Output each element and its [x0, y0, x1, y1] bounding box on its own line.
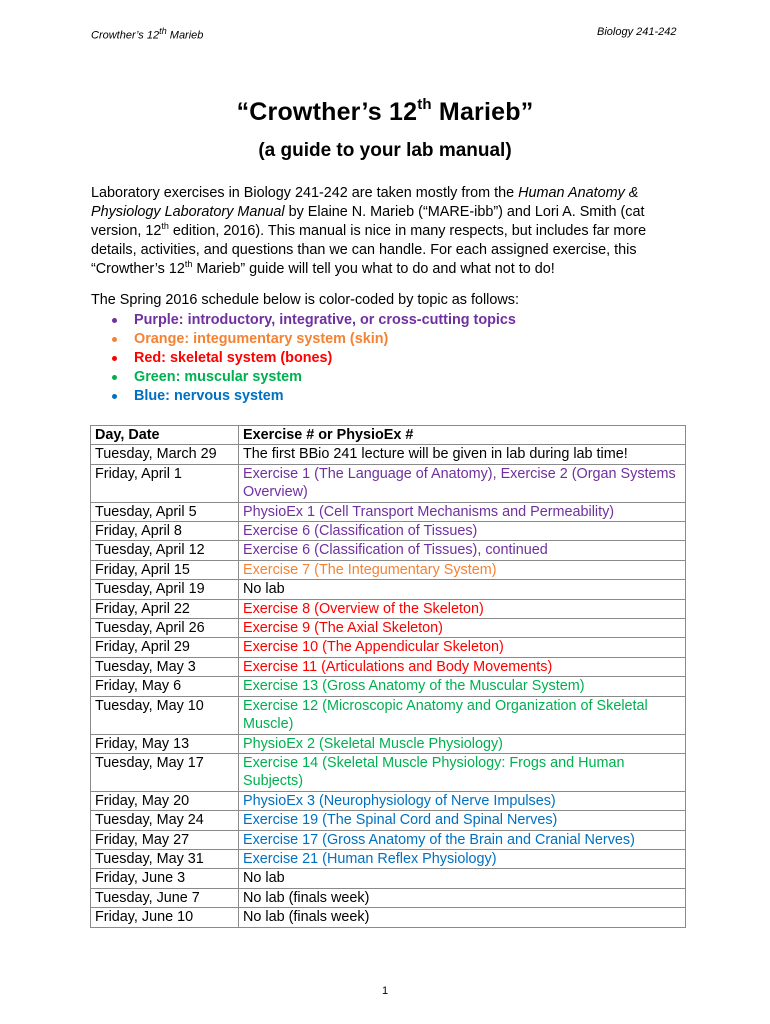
title-sup: th: [417, 96, 432, 113]
legend-item: [108, 330, 516, 349]
bullet-icon: [112, 356, 117, 361]
exercise-cell: No lab (finals week): [239, 888, 686, 907]
exercise-cell: The first BBio 241 lecture will be given in lab during lab time!: [239, 445, 686, 464]
page-title: [0, 98, 770, 127]
intro-text-1: Laboratory exercises in Biology 241-242 are taken mostly from the: [91, 185, 519, 201]
bullet-icon: [112, 394, 117, 399]
date-cell: Friday, April 1: [91, 464, 239, 502]
table-header-row: [91, 426, 686, 445]
table-row: [91, 638, 686, 657]
exercise-cell: Exercise 13 (Gross Anatomy of the Muscular System): [239, 677, 686, 696]
column-header-exercise: Exercise # or PhysioEx #: [239, 426, 686, 445]
exercise-cell: Exercise 17 (Gross Anatomy of the Brain and Cranial Nerves): [239, 830, 686, 849]
header-left-text-end: Marieb: [166, 29, 204, 42]
date-cell: Tuesday, May 24: [91, 811, 239, 830]
table-row: [91, 580, 686, 599]
page-subtitle: (a guide to your lab manual): [258, 140, 512, 161]
exercise-cell: Exercise 1 (The Language of Anatomy), Exercise 2 (Organ Systems Overview): [239, 464, 686, 502]
table-row: [91, 753, 686, 791]
table-row: [91, 464, 686, 502]
schedule-intro: The Spring 2016 schedule below is color-coded by topic as follows:: [91, 292, 519, 308]
exercise-cell: PhysioEx 2 (Skeletal Muscle Physiology): [239, 734, 686, 753]
exercise-cell: Exercise 6 (Classification of Tissues), continued: [239, 541, 686, 560]
date-cell: Friday, April 15: [91, 560, 239, 579]
date-cell: Tuesday, May 3: [91, 657, 239, 676]
header-left-sup: th: [159, 26, 167, 36]
legend-label: Orange: integumentary system (skin): [134, 331, 389, 347]
color-legend: [108, 311, 516, 406]
table-row: [91, 541, 686, 560]
bullet-icon: [112, 337, 117, 342]
exercise-cell: No lab (finals week): [239, 908, 686, 927]
exercise-cell: PhysioEx 1 (Cell Transport Mechanisms and Permeability): [239, 502, 686, 521]
table-row: [91, 908, 686, 927]
date-cell: Friday, May 13: [91, 734, 239, 753]
intro-text-3: edition, 2016). This manual is nice in many respects, but includes far more details, activities, and questions than we can handle. For each assigned exercise, this “Crowther’s 12: [91, 223, 647, 277]
date-cell: Friday, May 27: [91, 830, 239, 849]
table-row: [91, 696, 686, 734]
intro-text-2: by Elaine N. Marieb (“MARE-ibb”) and Lori A. Smith (cat version, 12: [91, 204, 645, 239]
date-cell: Tuesday, June 7: [91, 888, 239, 907]
date-cell: Friday, April 22: [91, 599, 239, 618]
date-cell: Tuesday, April 12: [91, 541, 239, 560]
exercise-cell: Exercise 19 (The Spinal Cord and Spinal Nerves): [239, 811, 686, 830]
table-row: [91, 849, 686, 868]
table-row: [91, 734, 686, 753]
column-header-date: Day, Date: [91, 426, 239, 445]
exercise-cell: PhysioEx 3 (Neurophysiology of Nerve Impulses): [239, 791, 686, 810]
date-cell: Tuesday, May 17: [91, 753, 239, 791]
title-text: “Crowther’s 12: [236, 98, 418, 126]
table-row: [91, 599, 686, 618]
intro-paragraph: [91, 184, 686, 279]
page-number: 1: [381, 985, 389, 997]
legend-label: Green: muscular system: [134, 369, 302, 385]
exercise-cell: Exercise 21 (Human Reflex Physiology): [239, 849, 686, 868]
date-cell: Friday, April 29: [91, 638, 239, 657]
table-row: [91, 811, 686, 830]
exercise-cell: Exercise 14 (Skeletal Muscle Physiology: Frogs and Human Subjects): [239, 753, 686, 791]
date-cell: Tuesday, April 26: [91, 619, 239, 638]
table-row: [91, 791, 686, 810]
table-row: [91, 677, 686, 696]
exercise-cell: No lab: [239, 869, 686, 888]
date-cell: Friday, May 20: [91, 791, 239, 810]
schedule-table: [90, 425, 686, 928]
legend-label: Red: skeletal system (bones): [134, 350, 333, 366]
table-row: [91, 560, 686, 579]
date-cell: Tuesday, May 10: [91, 696, 239, 734]
date-cell: Tuesday, March 29: [91, 445, 239, 464]
date-cell: Tuesday, May 31: [91, 849, 239, 868]
table-row: [91, 830, 686, 849]
header-left-text: Crowther’s 12: [91, 29, 160, 42]
date-cell: Friday, June 3: [91, 869, 239, 888]
running-header-right: Biology 241-242: [597, 26, 677, 38]
legend-item: [108, 311, 516, 330]
running-header-left: [91, 26, 203, 42]
date-cell: Friday, June 10: [91, 908, 239, 927]
date-cell: Tuesday, April 5: [91, 502, 239, 521]
intro-sup-1: th: [161, 221, 169, 231]
title-text-end: Marieb”: [431, 98, 534, 126]
table-row: [91, 445, 686, 464]
date-cell: Friday, May 6: [91, 677, 239, 696]
exercise-cell: Exercise 7 (The Integumentary System): [239, 560, 686, 579]
exercise-cell: Exercise 10 (The Appendicular Skeleton): [239, 638, 686, 657]
bullet-icon: [112, 318, 117, 323]
date-cell: Tuesday, April 19: [91, 580, 239, 599]
exercise-cell: No lab: [239, 580, 686, 599]
intro-sup-2: th: [184, 259, 193, 269]
legend-item: [108, 368, 516, 387]
bullet-icon: [112, 375, 117, 380]
legend-item: [108, 387, 516, 406]
legend-item: [108, 349, 516, 368]
table-row: [91, 657, 686, 676]
exercise-cell: Exercise 9 (The Axial Skeleton): [239, 619, 686, 638]
exercise-cell: Exercise 6 (Classification of Tissues): [239, 522, 686, 541]
table-row: [91, 502, 686, 521]
legend-label: Purple: introductory, integrative, or cross-cutting topics: [134, 312, 516, 328]
table-row: [91, 869, 686, 888]
legend-label: Blue: nervous system: [134, 388, 284, 404]
table-row: [91, 522, 686, 541]
table-row: [91, 888, 686, 907]
date-cell: Friday, April 8: [91, 522, 239, 541]
exercise-cell: Exercise 12 (Microscopic Anatomy and Organization of Skeletal Muscle): [239, 696, 686, 734]
intro-text-4: Marieb” guide will tell you what to do and what not to do!: [192, 261, 555, 277]
exercise-cell: Exercise 8 (Overview of the Skeleton): [239, 599, 686, 618]
table-row: [91, 619, 686, 638]
exercise-cell: Exercise 11 (Articulations and Body Movements): [239, 657, 686, 676]
book-title: Human Anatomy & Physiology Laboratory Manual: [91, 185, 639, 220]
